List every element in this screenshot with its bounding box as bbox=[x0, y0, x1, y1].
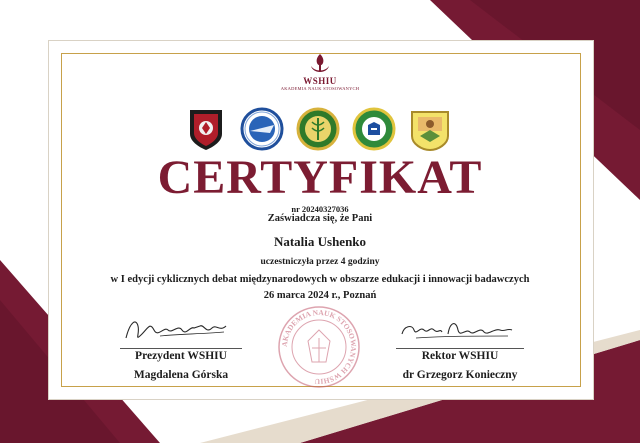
right-signatory-name: dr Grzegorz Konieczny bbox=[402, 369, 518, 381]
left-signatory-name: Magdalena Górska bbox=[133, 369, 229, 381]
right-signatory-role: Rektor WSHIU bbox=[421, 350, 499, 362]
left-signatory-role: Prezydent WSHIU bbox=[135, 350, 227, 362]
partner-emblems bbox=[182, 106, 462, 154]
left-signature-line bbox=[120, 348, 242, 349]
right-signature-line bbox=[396, 348, 524, 349]
seal-text: AKADEMIA NAUK STOSOWANYCH WSHIU bbox=[279, 307, 359, 387]
left-signature bbox=[120, 312, 240, 346]
gold-yellow-emblem-icon bbox=[408, 106, 452, 152]
blue-round-emblem-icon bbox=[240, 106, 284, 152]
right-signature bbox=[396, 314, 516, 346]
certificate-number: nr 20240327036 bbox=[291, 204, 349, 214]
green-blue-round-emblem-icon bbox=[352, 106, 396, 152]
recipient-name: Natalia Ushenko bbox=[273, 234, 367, 249]
logo-subtitle: AKADEMIA NAUK STOSOWANYCH bbox=[280, 86, 360, 91]
red-shield-emblem-icon bbox=[184, 106, 228, 152]
confirmation-text: Zaświadcza się, że Pani bbox=[267, 213, 373, 224]
event-description: w I edycji cyklicznych debat międzynarodowych w obszarze edukacji i innowacji badawczych bbox=[110, 274, 530, 285]
green-round-emblem-icon bbox=[296, 106, 340, 152]
wshiu-logo bbox=[280, 52, 360, 98]
certificate-title: CERTYFIKAT bbox=[157, 151, 483, 204]
participation-text: uczestniczyła przez 4 godziny bbox=[260, 257, 380, 267]
logo-emblem-icon bbox=[307, 52, 333, 76]
date-place: 26 marca 2024 r., Poznań bbox=[263, 290, 377, 301]
seal-stamp bbox=[276, 304, 362, 390]
logo-title: WSHIU bbox=[303, 76, 337, 86]
